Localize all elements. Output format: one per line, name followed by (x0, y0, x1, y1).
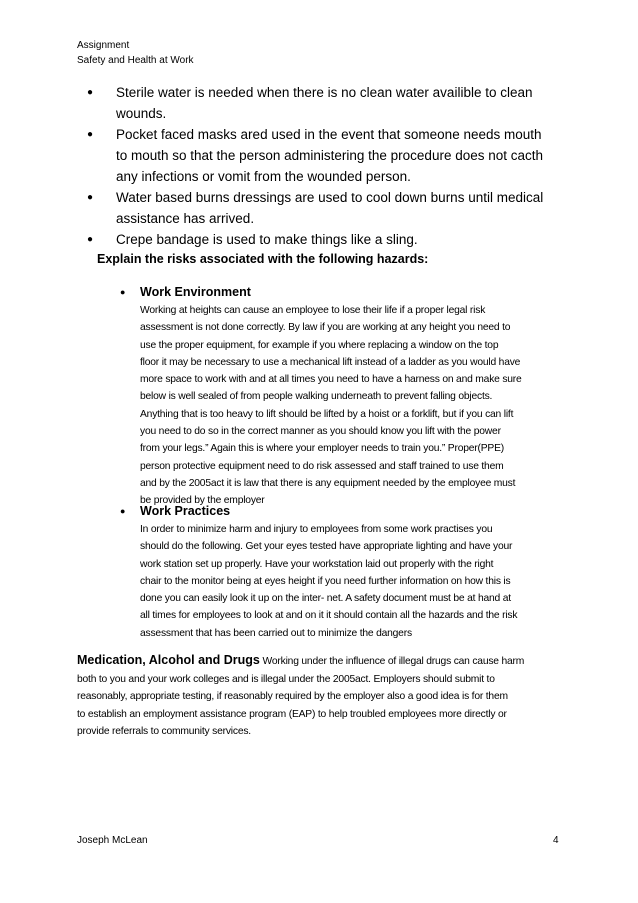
bullet-icon: ● (120, 287, 126, 297)
medication-intro: Working under the influence of illegal drugs can cause harm (259, 656, 525, 667)
bullet-icon: ● (87, 87, 94, 98)
medication-first-line (77, 652, 567, 671)
body-line: and by the 2005act it is law that there is any equipment needed by the employee must (140, 477, 516, 489)
list-item-line: Crepe bandage is used to make things like a sling. (116, 232, 418, 247)
hazard-title (117, 501, 567, 521)
list-item-line: assistance has arrived. (116, 211, 255, 226)
list-item-line: Pocket faced masks ared used in the event that someone needs mouth (116, 127, 542, 142)
body-line: Working at heights can cause an employee to lose their life if a proper legal risk (140, 305, 486, 316)
body-line: you need to do so in the correct manner as you should know you lift with the power (140, 426, 501, 438)
bullet-icon: ● (87, 234, 94, 245)
body-line: work station set up properly. Have your workstation laid out properly with the right (140, 558, 494, 570)
hazard-title (117, 282, 567, 302)
body-line: should do the following. Get your eyes tested have appropriate lighting and have your (140, 541, 513, 553)
list-item (77, 124, 564, 187)
hazard-section-work-environment (117, 282, 567, 510)
body-line: be provided by the employer (140, 495, 265, 507)
body-line: to establish an employment assistance program (EAP) to help troubled employees more directly or (77, 708, 507, 720)
body-line: assessment is not done correctly. By law if you are working at any height you need to (140, 322, 511, 334)
bullet-icon: ● (87, 192, 94, 203)
hazard-section-work-practices (117, 501, 567, 642)
body-line: more space to work with and at all times you need to have a harness on and make sure (140, 374, 522, 386)
hazard-body (140, 302, 567, 510)
list-item-line: Sterile water is needed when there is no clean water availible to clean (116, 85, 533, 100)
header-subject: Safety and Health at Work (77, 55, 194, 66)
list-item-line: any infections or vomit from the wounded person. (116, 169, 411, 184)
body-line: from your legs.” Again this is where your employer needs to train you.” Proper(PPE) (140, 443, 504, 455)
hazard-body (140, 521, 567, 642)
page-header (77, 38, 194, 68)
list-item (77, 82, 564, 124)
medication-section (77, 652, 567, 741)
body-line: chair to the monitor being at eyes height if you need further information on how this is (140, 575, 511, 587)
page-number: 4 (553, 835, 559, 846)
body-line: reasonably, appropriate testing, if reasonably required by the employer also a good idea is for them (77, 691, 508, 702)
list-item-line: to mouth so that the person administering the procedure does not cacth (116, 148, 544, 163)
body-line: all times for employees to look at and on it it should contain all the hazards and the risk (140, 610, 518, 622)
body-line: person protective equipment need to do risk assessed and staff trained to use them (140, 460, 504, 472)
medication-title: Medication, Alcohol and Drugs (77, 653, 260, 667)
list-item-line: wounds. (116, 106, 167, 121)
first-aid-list (77, 82, 564, 250)
body-line: Anything that is too heavy to lift should be lifted by a hoist or a forklift, but if you can lift (140, 408, 514, 420)
body-line: both to you and your work colleges and is illegal under the 2005act. Employers should submit to (77, 673, 495, 685)
body-line: provide referrals to community services. (77, 726, 251, 737)
list-item (77, 187, 564, 229)
list-item (77, 229, 564, 250)
hazard-title-text: Work Environment (140, 285, 251, 299)
body-line: done you can easily look it up on the inter- net. A safety document must be at hand at (140, 593, 511, 605)
body-line: use the proper equipment, for example if you where replacing a window on the top (140, 339, 499, 351)
hazard-title-text: Work Practices (140, 504, 231, 518)
body-line: below is well sealed of from people walking underneath to prevent falling objects. (140, 391, 493, 403)
body-line: In order to minimize harm and injury to employees from some work practises you (140, 524, 493, 535)
bullet-icon: ● (87, 129, 94, 140)
header-assignment: Assignment (77, 40, 130, 51)
hazards-heading: Explain the risks associated with the following hazards: (97, 252, 429, 266)
body-line: assessment that has been carried out to minimize the dangers (140, 627, 412, 639)
footer-author: Joseph McLean (77, 835, 148, 846)
list-item-line: Water based burns dressings are used to cool down burns until medical (116, 190, 544, 205)
body-line: floor it may be necessary to use a mechanical lift instead of a ladder as you would have (140, 356, 521, 368)
bullet-icon: ● (120, 506, 126, 516)
